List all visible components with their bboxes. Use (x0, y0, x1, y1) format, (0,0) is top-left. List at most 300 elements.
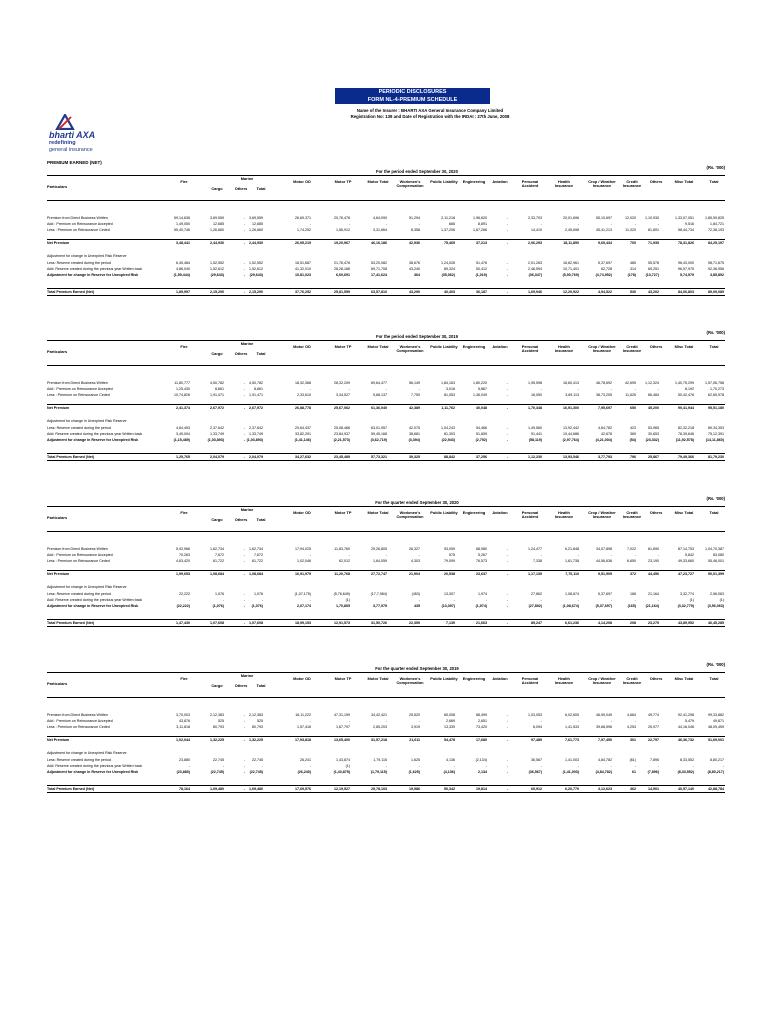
row-rule (47, 288, 725, 289)
cell-others_m: - (243, 764, 245, 768)
header-engineering: Engineering (462, 179, 486, 184)
cell-cargo: (29,643) (210, 273, 224, 277)
table-row (47, 750, 725, 756)
cell-crop: (4,74,952) (595, 273, 612, 277)
cell-workmen: 3,919 (411, 725, 420, 729)
cell-total: 81,79,230 (708, 455, 724, 459)
header-cargo: Cargo (211, 186, 223, 191)
cell-cargo: 2,37,642 (210, 426, 224, 430)
cell-motor_total: 31,50,726 (371, 621, 387, 625)
header-fire: Fire (180, 179, 188, 184)
cell-motor_od: 34,27,632 (295, 455, 311, 459)
header-aviation: Aviation (492, 676, 508, 681)
cell-total: 1,57,06,758 (705, 381, 724, 385)
cell-total: 1,04,70,387 (705, 547, 724, 551)
cell-personal: 91,441 (531, 432, 542, 436)
header-motor-tp: Motor TP (334, 179, 352, 184)
cell-personal: 2,06,293 (528, 241, 542, 245)
header-engineering: Engineering (462, 344, 486, 349)
cell-credit: 423 (630, 426, 636, 430)
cell-fire: 6,45,484 (176, 261, 190, 265)
cell-total: 98,71,675 (708, 261, 724, 265)
cell-motor_od: 20,64,437 (295, 426, 311, 430)
cell-motor_od: 17,93,818 (295, 738, 311, 742)
period-heading: For the period ended September 30, 2019 (376, 334, 458, 339)
cell-cargo: 3,69,559 (210, 216, 224, 220)
cell-credit: (178) (627, 273, 636, 277)
cell-total: 2,56,063 (710, 592, 724, 596)
cell-credit: 12,020 (625, 216, 636, 220)
schedule-section (47, 662, 725, 822)
row-rule (47, 239, 725, 240)
row-label: Total Premium Earned (Net) (47, 455, 95, 459)
cell-public: 93,059 (444, 547, 455, 551)
cell-engineering: (2,134) (475, 758, 487, 762)
cell-motor_total: - (385, 553, 387, 557)
insurer-name: Name of the Insurer : BHARTI AXA General Insurance Company Limited (356, 108, 504, 113)
cell-public: 50,342 (444, 787, 455, 791)
cell-health: (1,41,003) (562, 770, 579, 774)
row-rule (47, 736, 725, 737)
header-misc-total: Misc Total (674, 344, 694, 349)
cell-personal: 97,489 (531, 738, 542, 742)
header-motor-tp: Motor TP (334, 344, 352, 349)
cell-workmen: - (418, 598, 420, 602)
cell-motor_od: 26,241 (300, 758, 311, 762)
row-label: Less: Reserve created during the period (47, 261, 111, 265)
cell-credit: 61 (632, 770, 636, 774)
header-others: Others (649, 179, 663, 184)
table-row (47, 571, 725, 577)
cell-workmen: 42,936 (409, 241, 420, 245)
cell-total: 8,80,217 (710, 758, 724, 762)
cell-public: 575 (449, 553, 455, 557)
cell-motor_od: - (309, 222, 311, 226)
cell-motor_tp: (1,43,875) (333, 770, 350, 774)
cell-engineering: 37,256 (476, 455, 487, 459)
cell-misc_total: 5,479 (685, 719, 694, 723)
cell-others_m: - (243, 592, 245, 596)
cell-others: (7,896) (647, 770, 659, 774)
table-row (47, 724, 725, 730)
cell-motor_tp: 23,45,489 (334, 455, 350, 459)
header-others: Others (649, 344, 663, 349)
cell-total: 75,12,391 (708, 432, 724, 436)
cell-cargo: 12,685 (213, 222, 224, 226)
premium-earned-heading: PREMIUM EARNED (NET) (47, 160, 102, 165)
cell-personal: (36,347) (528, 273, 542, 277)
cell-workmen: 435 (414, 604, 420, 608)
cell-total: 83,080 (713, 553, 724, 557)
cell-personal: 14,410 (531, 228, 542, 232)
cell-health: 16,62,961 (563, 261, 579, 265)
cell-workmen: 39,325 (409, 455, 420, 459)
cell-health: 13,92,442 (563, 426, 579, 430)
header-marine-others: Others (234, 683, 248, 688)
cell-public: 1,24,026 (441, 261, 455, 265)
header-motor-od: Motor OD (293, 676, 311, 681)
cell-credit: 11,320 (625, 228, 636, 232)
cell-personal: 1,24,477 (528, 547, 542, 551)
header-marine-total: Total (256, 517, 266, 522)
cell-total: 89,09,089 (708, 290, 724, 294)
cell-motor_od: (26,240) (297, 770, 311, 774)
cell-fire: 70,263 (179, 553, 190, 557)
cell-others_m: - (243, 770, 245, 774)
cell-credit: 208 (630, 621, 636, 625)
cell-motor_od: 17,94,025 (295, 547, 311, 551)
cell-engineering: 5,267 (478, 553, 487, 557)
cell-total_m: 22,745 (252, 758, 263, 762)
cell-motor_od: (1,41,146) (294, 438, 311, 442)
cell-credit: - (634, 764, 636, 768)
cell-motor_tp: - (348, 553, 350, 557)
cell-total: (8,80,217) (707, 770, 724, 774)
cell-total: 50,01,399 (708, 572, 724, 576)
cell-motor_od: 2,33,610 (297, 393, 311, 397)
cell-others_m: - (243, 572, 245, 576)
cell-fire: 78,164 (179, 787, 190, 791)
cell-misc_total: 90,41,944 (678, 406, 694, 410)
cell-aviation: - (506, 261, 508, 265)
cell-crop: 34,07,898 (596, 547, 612, 551)
cell-motor_tp: 62,012 (339, 559, 350, 563)
cell-public: (4,136) (443, 770, 455, 774)
cell-credit: 485 (630, 261, 636, 265)
header-health: Health Insurance (554, 676, 574, 686)
cell-engineering: 8,891 (478, 222, 487, 226)
header-misc-total: Misc Total (674, 179, 694, 184)
cell-public: 81,053 (444, 393, 455, 397)
cell-fire: 23,880 (179, 758, 190, 762)
cell-public: 7,139 (446, 621, 455, 625)
header-marine-others: Others (234, 517, 248, 522)
cell-health: 10,44,686 (563, 432, 579, 436)
header-public-liability: Public Liability (430, 344, 458, 349)
cell-motor_tp: 11,83,760 (334, 547, 350, 551)
cell-health: 2,45,698 (565, 228, 579, 232)
cell-aviation: - (506, 787, 508, 791)
cell-workmen: 22,359 (409, 621, 420, 625)
cell-total: 49,871 (713, 719, 724, 723)
cell-motor_tp: 47,31,199 (334, 713, 350, 717)
cell-personal: 1,95,598 (528, 381, 542, 385)
cell-engineering: 68,980 (476, 547, 487, 551)
cell-total: 99,33,882 (708, 713, 724, 717)
cell-total: 89,34,353 (708, 426, 724, 430)
cell-others_m: - (243, 455, 245, 459)
cell-engineering: 40,048 (476, 406, 487, 410)
header-motor-od: Motor OD (293, 179, 311, 184)
cell-motor_od: 18,99,153 (295, 621, 311, 625)
cell-public: 1,84,163 (441, 381, 455, 385)
cell-personal: 16,050 (531, 393, 542, 397)
cell-fire: 4,63,420 (176, 559, 190, 563)
cell-personal: 27,862 (531, 592, 542, 596)
header-health: Health Insurance (554, 510, 574, 520)
header-crop: Crop / Weather Insurance (588, 510, 616, 520)
cell-total_m: 7,672 (254, 553, 263, 557)
row-label: Add: Reserve created during the previous year Written back (47, 267, 143, 271)
row-label: Net Premium (47, 572, 70, 576)
cell-misc_total: 58,44,734 (678, 228, 694, 232)
row-label: Net Premium (47, 241, 70, 245)
cell-cargo: 80,793 (213, 725, 224, 729)
cell-motor_total: - (385, 719, 387, 723)
header-workmen: Workmen's Compensation (396, 510, 424, 520)
cell-workmen: 38,676 (409, 261, 420, 265)
cell-workmen: 25,520 (409, 713, 420, 717)
cell-engineering: (1,019) (475, 273, 487, 277)
logo-brand: bharti AXA (49, 130, 96, 140)
cell-motor_tp: 13,65,400 (334, 738, 350, 742)
row-label: Adjustment for change in Unexpired Risk Reserve (47, 585, 127, 589)
table-row (47, 737, 725, 743)
cell-engineering: 50,412 (476, 267, 487, 271)
cell-others_m: - (243, 758, 245, 762)
cell-misc_total: 96,43,000 (678, 261, 694, 265)
schedule-section (47, 496, 725, 656)
cell-crop: 9,51,905 (598, 572, 612, 576)
cell-fire: (1,15,489) (173, 438, 190, 442)
header-marine: Marine (240, 341, 254, 346)
cell-others: - (657, 719, 659, 723)
cell-credit: 369 (630, 432, 636, 436)
cell-others: 23,275 (648, 621, 659, 625)
cell-motor_total: (1,79,115) (370, 770, 387, 774)
row-label: Adjustment for change in Unexpired Risk Reserve (47, 419, 127, 423)
cell-cargo: 1,08,684 (210, 572, 224, 576)
cell-misc_total: 84,06,803 (678, 290, 694, 294)
cell-motor_total: 61,36,040 (371, 406, 387, 410)
cell-health: 7,70,110 (565, 572, 579, 576)
cell-others_m: - (243, 267, 245, 271)
header-personal-accident: Personal Accident (521, 510, 539, 520)
header-fire: Fire (180, 344, 188, 349)
cell-aviation: - (506, 719, 508, 723)
cell-motor_total: - (385, 764, 387, 768)
header-marine-others: Others (234, 351, 248, 356)
cell-fire: 3,11,818 (176, 725, 190, 729)
cell-total: 42,88,784 (708, 787, 724, 791)
header-workmen: Workmen's Compensation (396, 179, 424, 189)
cell-workmen: 51,294 (409, 216, 420, 220)
cell-motor_total: 69,64,477 (371, 381, 387, 385)
cell-crop: 5,37,697 (598, 592, 612, 596)
cell-cargo: 1,07,608 (210, 621, 224, 625)
cell-workmen: - (418, 764, 420, 768)
cell-workmen: 19,986 (409, 787, 420, 791)
cell-others_m: - (243, 261, 245, 265)
row-label: Less: Reserve created during the period (47, 426, 111, 430)
title-line-2: FORM NL-4-PREMIUM SCHEDULE (335, 96, 490, 104)
cell-health: 3,69,113 (565, 393, 579, 397)
cell-fire: 55,40,746 (174, 228, 190, 232)
cell-others: 25,977 (648, 725, 659, 729)
row-label: Net Premium (47, 738, 70, 742)
cell-misc_total: 87,14,753 (678, 547, 694, 551)
cell-workmen: 56,149 (409, 381, 420, 385)
cell-others: 71,939 (648, 241, 659, 245)
cell-others: - (657, 553, 659, 557)
cell-motor_total: (3,62,719) (370, 438, 387, 442)
cell-engineering: 51,659 (476, 432, 487, 436)
cell-misc_total: 79,49,366 (678, 455, 694, 459)
header-public-liability: Public Liability (430, 510, 458, 515)
cell-cargo: - (222, 598, 224, 602)
cell-personal: - (540, 764, 542, 768)
cell-others: 43,202 (648, 290, 659, 294)
cell-credit: 4,253 (627, 725, 636, 729)
cell-crop: 4,14,208 (598, 621, 612, 625)
cell-total_m: 2,37,642 (249, 426, 263, 430)
cell-total: - (722, 764, 724, 768)
cell-total: 84,25,197 (708, 241, 724, 245)
logo-tagline-2: general insurance (49, 147, 93, 153)
cell-motor_tp: 25,67,062 (334, 406, 350, 410)
cell-crop: 7,97,450 (598, 738, 612, 742)
row-label: Total Premium Earned (Net) (47, 787, 95, 791)
cell-workmen: - (418, 222, 420, 226)
header-total: Total (709, 344, 719, 349)
cell-credit: - (634, 553, 636, 557)
header-marine: Marine (240, 673, 254, 678)
cell-aviation: - (506, 621, 508, 625)
cell-others: 55,578 (648, 261, 659, 265)
cell-public: 1,37,206 (441, 228, 455, 232)
cell-total_m: 525 (257, 719, 263, 723)
table-row (47, 603, 725, 609)
cell-crop: 4,64,782 (598, 426, 612, 430)
header-credit: Credit Insurance (622, 344, 642, 354)
cell-personal: 1,17,139 (528, 572, 542, 576)
cell-public: (22,943) (441, 438, 455, 442)
cell-misc_total: 8,192 (685, 387, 694, 391)
table-row (47, 272, 725, 278)
cell-personal: 2,33,703 (528, 216, 542, 220)
cell-others_m: - (243, 222, 245, 226)
row-rule (47, 404, 725, 405)
cell-others_m: - (243, 241, 245, 245)
cell-motor_total: 46,16,186 (371, 241, 387, 245)
cell-others_m: - (243, 432, 245, 436)
cell-public: 1,11,762 (441, 406, 455, 410)
cell-aviation: - (506, 432, 508, 436)
cell-health: 6,21,848 (565, 547, 579, 551)
cell-motor_od: 41,32,010 (295, 267, 311, 271)
cell-motor_total: 17,41,624 (371, 273, 387, 277)
table-row (47, 437, 725, 443)
cell-cargo: 1,52,552 (210, 261, 224, 265)
header-others: Others (649, 676, 663, 681)
cell-cargo: 1,33,749 (210, 432, 224, 436)
cell-credit: 530 (630, 290, 636, 294)
cell-misc_total: 82,32,218 (678, 426, 694, 430)
header-personal-accident: Personal Accident (521, 344, 539, 354)
cell-misc_total: 78,39,646 (678, 432, 694, 436)
cell-workmen: - (418, 719, 420, 723)
cell-fire: 59,14,636 (174, 216, 190, 220)
cell-total: (1) (719, 598, 724, 602)
header-particulars: Particulars (47, 681, 68, 686)
cell-credit: 11,626 (625, 393, 636, 397)
cell-personal: 89,247 (531, 621, 542, 625)
header-marine-total: Total (256, 351, 266, 356)
cell-cargo: (1,03,893) (207, 438, 224, 442)
header-others: Others (649, 510, 663, 515)
cell-others_m: - (243, 393, 245, 397)
cell-public: 81,303 (444, 432, 455, 436)
cell-crop: 44,56,636 (596, 559, 612, 563)
cell-others: 25,867 (648, 455, 659, 459)
cell-motor_tp: 28,28,166 (334, 267, 350, 271)
header-motor-tp: Motor TP (334, 676, 352, 681)
cell-crop: - (610, 764, 612, 768)
cell-public: - (453, 598, 455, 602)
cell-misc_total: 3,32,774 (680, 592, 694, 596)
cell-fire: (23,880) (176, 770, 190, 774)
row-label: Less : Premium on Reinsurance Ceded (47, 725, 110, 729)
cell-engineering: (2,792) (475, 438, 487, 442)
cell-total_m: 1,32,225 (249, 738, 263, 742)
cell-credit: 796 (630, 455, 636, 459)
cell-fire: 1,25,430 (176, 387, 190, 391)
row-label: Premium from Direct Business Written (47, 381, 108, 385)
cell-total_m: 1,52,552 (249, 261, 263, 265)
cell-motor_od: 16,91,979 (295, 572, 311, 576)
table-row (47, 227, 725, 233)
cell-engineering: 54,466 (476, 426, 487, 430)
cell-others_m: - (243, 621, 245, 625)
cell-others: 53,965 (648, 426, 659, 430)
row-label: Add: Reserve created during the previous year Written back (47, 598, 143, 602)
cell-health: 12,20,922 (563, 290, 579, 294)
period-heading: For the period ended September 30, 2020 (376, 169, 458, 174)
cell-health: 18,11,890 (563, 241, 579, 245)
cell-motor_tp: (5,76,649) (333, 592, 350, 596)
cell-health: 10,71,401 (563, 267, 579, 271)
cell-workmen: 38,681 (409, 432, 420, 436)
cell-total_m: 1,08,684 (249, 572, 263, 576)
cell-public: 666 (449, 222, 455, 226)
period-heading: For the quarter ended September 30, 2019 (375, 666, 459, 671)
cell-engineering: 1,67,266 (473, 228, 487, 232)
cell-public: 65,008 (444, 713, 455, 717)
cell-motor_od: 37,76,252 (295, 290, 311, 294)
cell-crop: 46,78,692 (596, 381, 612, 385)
row-rule (47, 460, 725, 461)
header-public-liability: Public Liability (430, 676, 458, 681)
period-heading: For the quarter ended September 30, 2020 (375, 500, 459, 505)
cell-cargo: 2,12,383 (210, 713, 224, 717)
cell-others: 81,690 (648, 547, 659, 551)
cell-others: (23,332) (645, 438, 659, 442)
cell-health: 1,08,674 (565, 592, 579, 596)
cell-fire: 1,25,765 (176, 455, 190, 459)
cell-total: 48,09,459 (708, 725, 724, 729)
cell-motor_od: 26,88,778 (295, 406, 311, 410)
header-cargo: Cargo (211, 683, 223, 688)
cell-personal: 1,12,230 (528, 455, 542, 459)
registration-info: Registration No: 139 and Date of Registration with the IRDAI : 27th June, 2008 (350, 114, 510, 119)
cell-motor_od: 26,95,219 (295, 241, 311, 245)
cell-health: - (577, 222, 579, 226)
cell-fire: 1,02,044 (176, 738, 190, 742)
cell-personal: 1,03,053 (528, 713, 542, 717)
cell-aviation: - (506, 725, 508, 729)
cell-workmen: 21,904 (409, 572, 420, 576)
cell-fire: (1,59,444) (173, 273, 190, 277)
